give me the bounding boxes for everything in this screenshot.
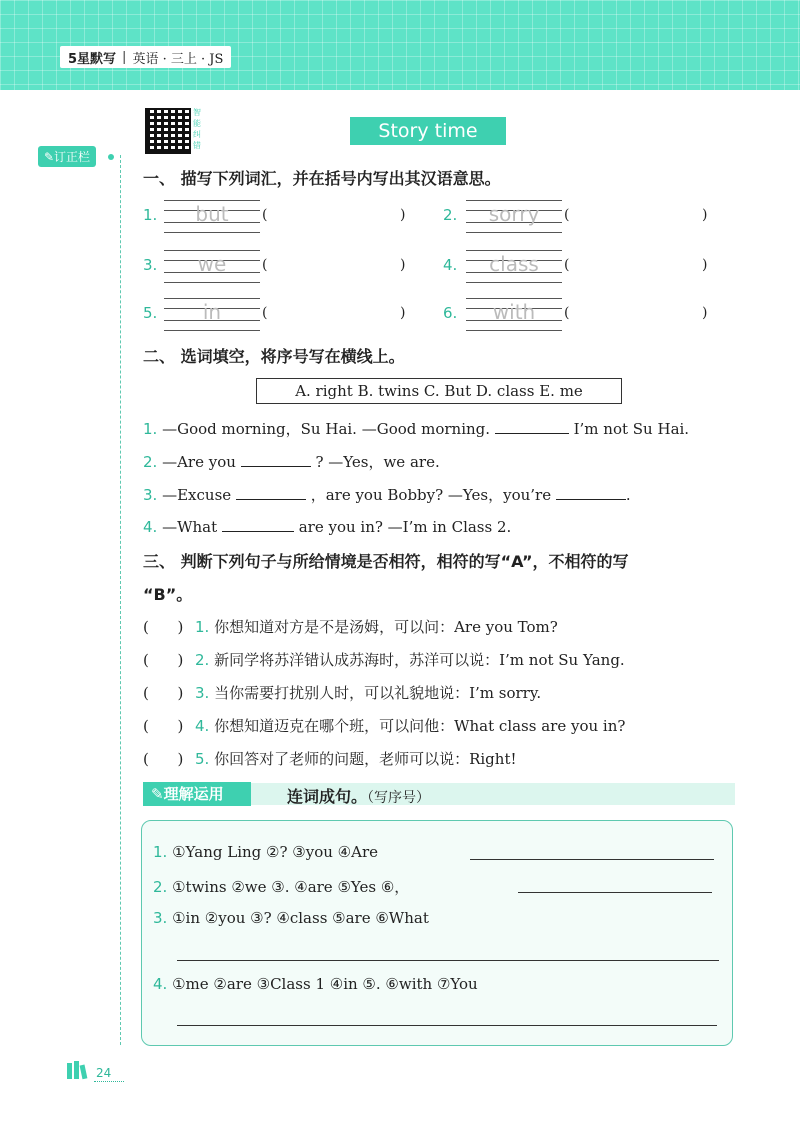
s3-answer-paren-1[interactable]: ( ) xyxy=(143,618,184,636)
section4-title-text: 连词成句。 xyxy=(287,787,368,806)
s2-q2-blank[interactable] xyxy=(241,452,311,467)
s3-answer-paren-3[interactable]: ( ) xyxy=(143,684,184,702)
section3-title-line2: “B”。 xyxy=(143,585,193,604)
header-tag xyxy=(60,46,231,68)
header-band xyxy=(0,0,800,90)
s3-item-1 xyxy=(143,616,558,637)
s3-num-3: 3. xyxy=(195,684,210,702)
apply-tag-label: 理解运用 xyxy=(163,785,224,803)
s1-paren-5[interactable]: ( xyxy=(262,305,268,321)
s2-q3-text-c: . xyxy=(625,486,631,504)
section1-title: 一、 描写下列词汇，并在括号内写出其汉语意思。 xyxy=(143,169,501,188)
s2-question-2 xyxy=(143,451,440,472)
s3-item-5 xyxy=(143,748,517,769)
options-box: A. right B. twins C. But D. class E. me xyxy=(256,378,622,404)
s3-text-5: 你回答对了老师的问题，老师可以说：Right! xyxy=(214,750,517,768)
trace-word-1 xyxy=(164,198,260,234)
trace-word-5-text: in xyxy=(202,300,222,324)
s3-num-1: 1. xyxy=(195,618,210,636)
page-number: 24 xyxy=(96,1066,112,1080)
trace-word-5 xyxy=(164,296,260,332)
s2-q3-blank-2[interactable] xyxy=(556,485,626,500)
s3-text-1: 你想知道对方是不是汤姆，可以问：Are you Tom? xyxy=(214,618,558,636)
s1-paren-5-close: ) xyxy=(400,305,406,321)
s4-item-2 xyxy=(153,876,409,897)
s1-paren-3-close: ) xyxy=(400,257,406,273)
s1-num-1: 1. xyxy=(143,206,158,224)
s3-text-4: 你想知道迈克在哪个班，可以问他：What class are you in? xyxy=(214,717,626,735)
s2-num-1: 1. xyxy=(143,420,158,438)
s4-num-3: 3. xyxy=(153,909,168,927)
story-time-title: Story time xyxy=(350,117,506,145)
qr-code-icon[interactable] xyxy=(145,108,191,154)
s4-text-2: ①twins ②we ③. ④are ⑤Yes ⑥， xyxy=(172,878,410,896)
s3-text-2: 新同学将苏洋错认成苏海时，苏洋可以说：I’m not Su Yang. xyxy=(214,651,625,669)
s2-num-2: 2. xyxy=(143,453,158,471)
s3-answer-paren-2[interactable]: ( ) xyxy=(143,651,184,669)
books-icon xyxy=(66,1060,90,1080)
s2-num-3: 3. xyxy=(143,486,158,504)
s4-item-4 xyxy=(153,975,478,993)
trace-word-2-text: sorry xyxy=(488,202,540,226)
apply-tag xyxy=(143,782,251,806)
section4-note: （写序号） xyxy=(367,790,431,806)
s2-q3-blank-1[interactable] xyxy=(236,485,306,500)
s2-question-3 xyxy=(143,484,631,505)
s2-q2-text-a: —Are you xyxy=(162,453,236,471)
s3-answer-paren-5[interactable]: ( ) xyxy=(143,750,184,768)
section4-title xyxy=(287,784,430,807)
s3-item-2 xyxy=(143,649,625,670)
trace-word-3-text: we xyxy=(197,252,227,276)
pencil-icon: ✎ xyxy=(151,785,164,803)
trace-word-3 xyxy=(164,248,260,284)
s3-num-2: 2. xyxy=(195,651,210,669)
s1-num-2: 2. xyxy=(443,206,458,224)
s1-paren-4-close: ) xyxy=(702,257,708,273)
s4-text-3: ①in ②you ③? ④class ⑤are ⑥What xyxy=(172,909,429,927)
margin-divider xyxy=(120,155,121,1045)
trace-word-6 xyxy=(466,296,562,332)
trace-word-1-text: but xyxy=(195,202,229,226)
header-separator: | xyxy=(122,49,127,65)
s4-answer-line-3[interactable] xyxy=(177,960,719,961)
s2-q4-text-b: are you in? —I’m in Class 2. xyxy=(298,518,512,536)
s2-question-4 xyxy=(143,517,511,536)
trace-word-6-text: with xyxy=(492,300,536,324)
trace-word-2 xyxy=(466,198,562,234)
s4-answer-line-1[interactable] xyxy=(470,859,714,860)
s4-item-3 xyxy=(153,909,429,927)
s4-num-4: 4. xyxy=(153,975,168,993)
s2-q1-text-b: I’m not Su Hai. xyxy=(573,420,690,438)
s2-q2-text-b: ? —Yes，we are. xyxy=(315,453,440,471)
s1-num-4: 4. xyxy=(443,256,458,274)
s1-paren-1-close: ) xyxy=(400,207,406,223)
s1-num-5: 5. xyxy=(143,304,158,322)
s3-answer-paren-4[interactable]: ( ) xyxy=(143,717,184,735)
s2-q4-blank[interactable] xyxy=(222,517,294,532)
qr-caption: 智能纠错 xyxy=(193,108,201,150)
s1-paren-6[interactable]: ( xyxy=(564,305,570,321)
s2-q1-text-a: —Good morning，Su Hai. —Good morning. xyxy=(162,420,491,438)
s3-num-4: 4. xyxy=(195,717,210,735)
s1-paren-3[interactable]: ( xyxy=(262,257,268,273)
s2-q3-text-b: ，are you Bobby? —Yes，you’re xyxy=(310,486,552,504)
s1-paren-1[interactable]: ( xyxy=(262,207,268,223)
s1-num-3: 3. xyxy=(143,256,158,274)
s2-q4-text-a: —What xyxy=(162,518,218,536)
subject-label: 英语 · 三上 · JS xyxy=(132,51,224,67)
brand-label: 5星默写 xyxy=(68,51,117,67)
fix-dot-icon xyxy=(108,154,114,160)
s1-paren-2-close: ) xyxy=(702,207,708,223)
s2-q3-text-a: —Excuse xyxy=(162,486,232,504)
s3-item-4 xyxy=(143,715,625,736)
s1-paren-6-close: ) xyxy=(702,305,708,321)
s1-paren-4[interactable]: ( xyxy=(564,257,570,273)
section2-title: 二、 选词填空，将序号写在横线上。 xyxy=(143,347,405,366)
footer-dots xyxy=(94,1081,124,1082)
trace-word-4 xyxy=(466,248,562,284)
s4-text-1: ①Yang Ling ②? ③you ④Are xyxy=(172,843,379,861)
s1-paren-2[interactable]: ( xyxy=(564,207,570,223)
s4-answer-line-2[interactable] xyxy=(518,892,712,893)
s4-answer-line-4[interactable] xyxy=(177,1025,717,1026)
s4-item-1 xyxy=(153,843,378,861)
s1-num-6: 6. xyxy=(443,304,458,322)
s4-text-4: ①me ②are ③Class 1 ④in ⑤. ⑥with ⑦You xyxy=(172,975,478,993)
s3-text-3: 当你需要打扰别人时，可以礼貌地说：I’m sorry. xyxy=(214,684,542,702)
s2-question-1 xyxy=(143,418,689,439)
trace-word-4-text: class xyxy=(489,252,539,276)
s3-item-3 xyxy=(143,682,541,703)
section3-title-line1: 三、 判断下列句子与所给情境是否相符，相符的写“A”，不相符的写 xyxy=(143,552,629,571)
s2-q1-blank[interactable] xyxy=(495,419,569,434)
s4-num-2: 2. xyxy=(153,878,168,896)
s4-num-1: 1. xyxy=(153,843,168,861)
fix-column-tag: ✎订正栏 xyxy=(38,146,96,167)
s3-num-5: 5. xyxy=(195,750,210,768)
s2-num-4: 4. xyxy=(143,518,158,536)
